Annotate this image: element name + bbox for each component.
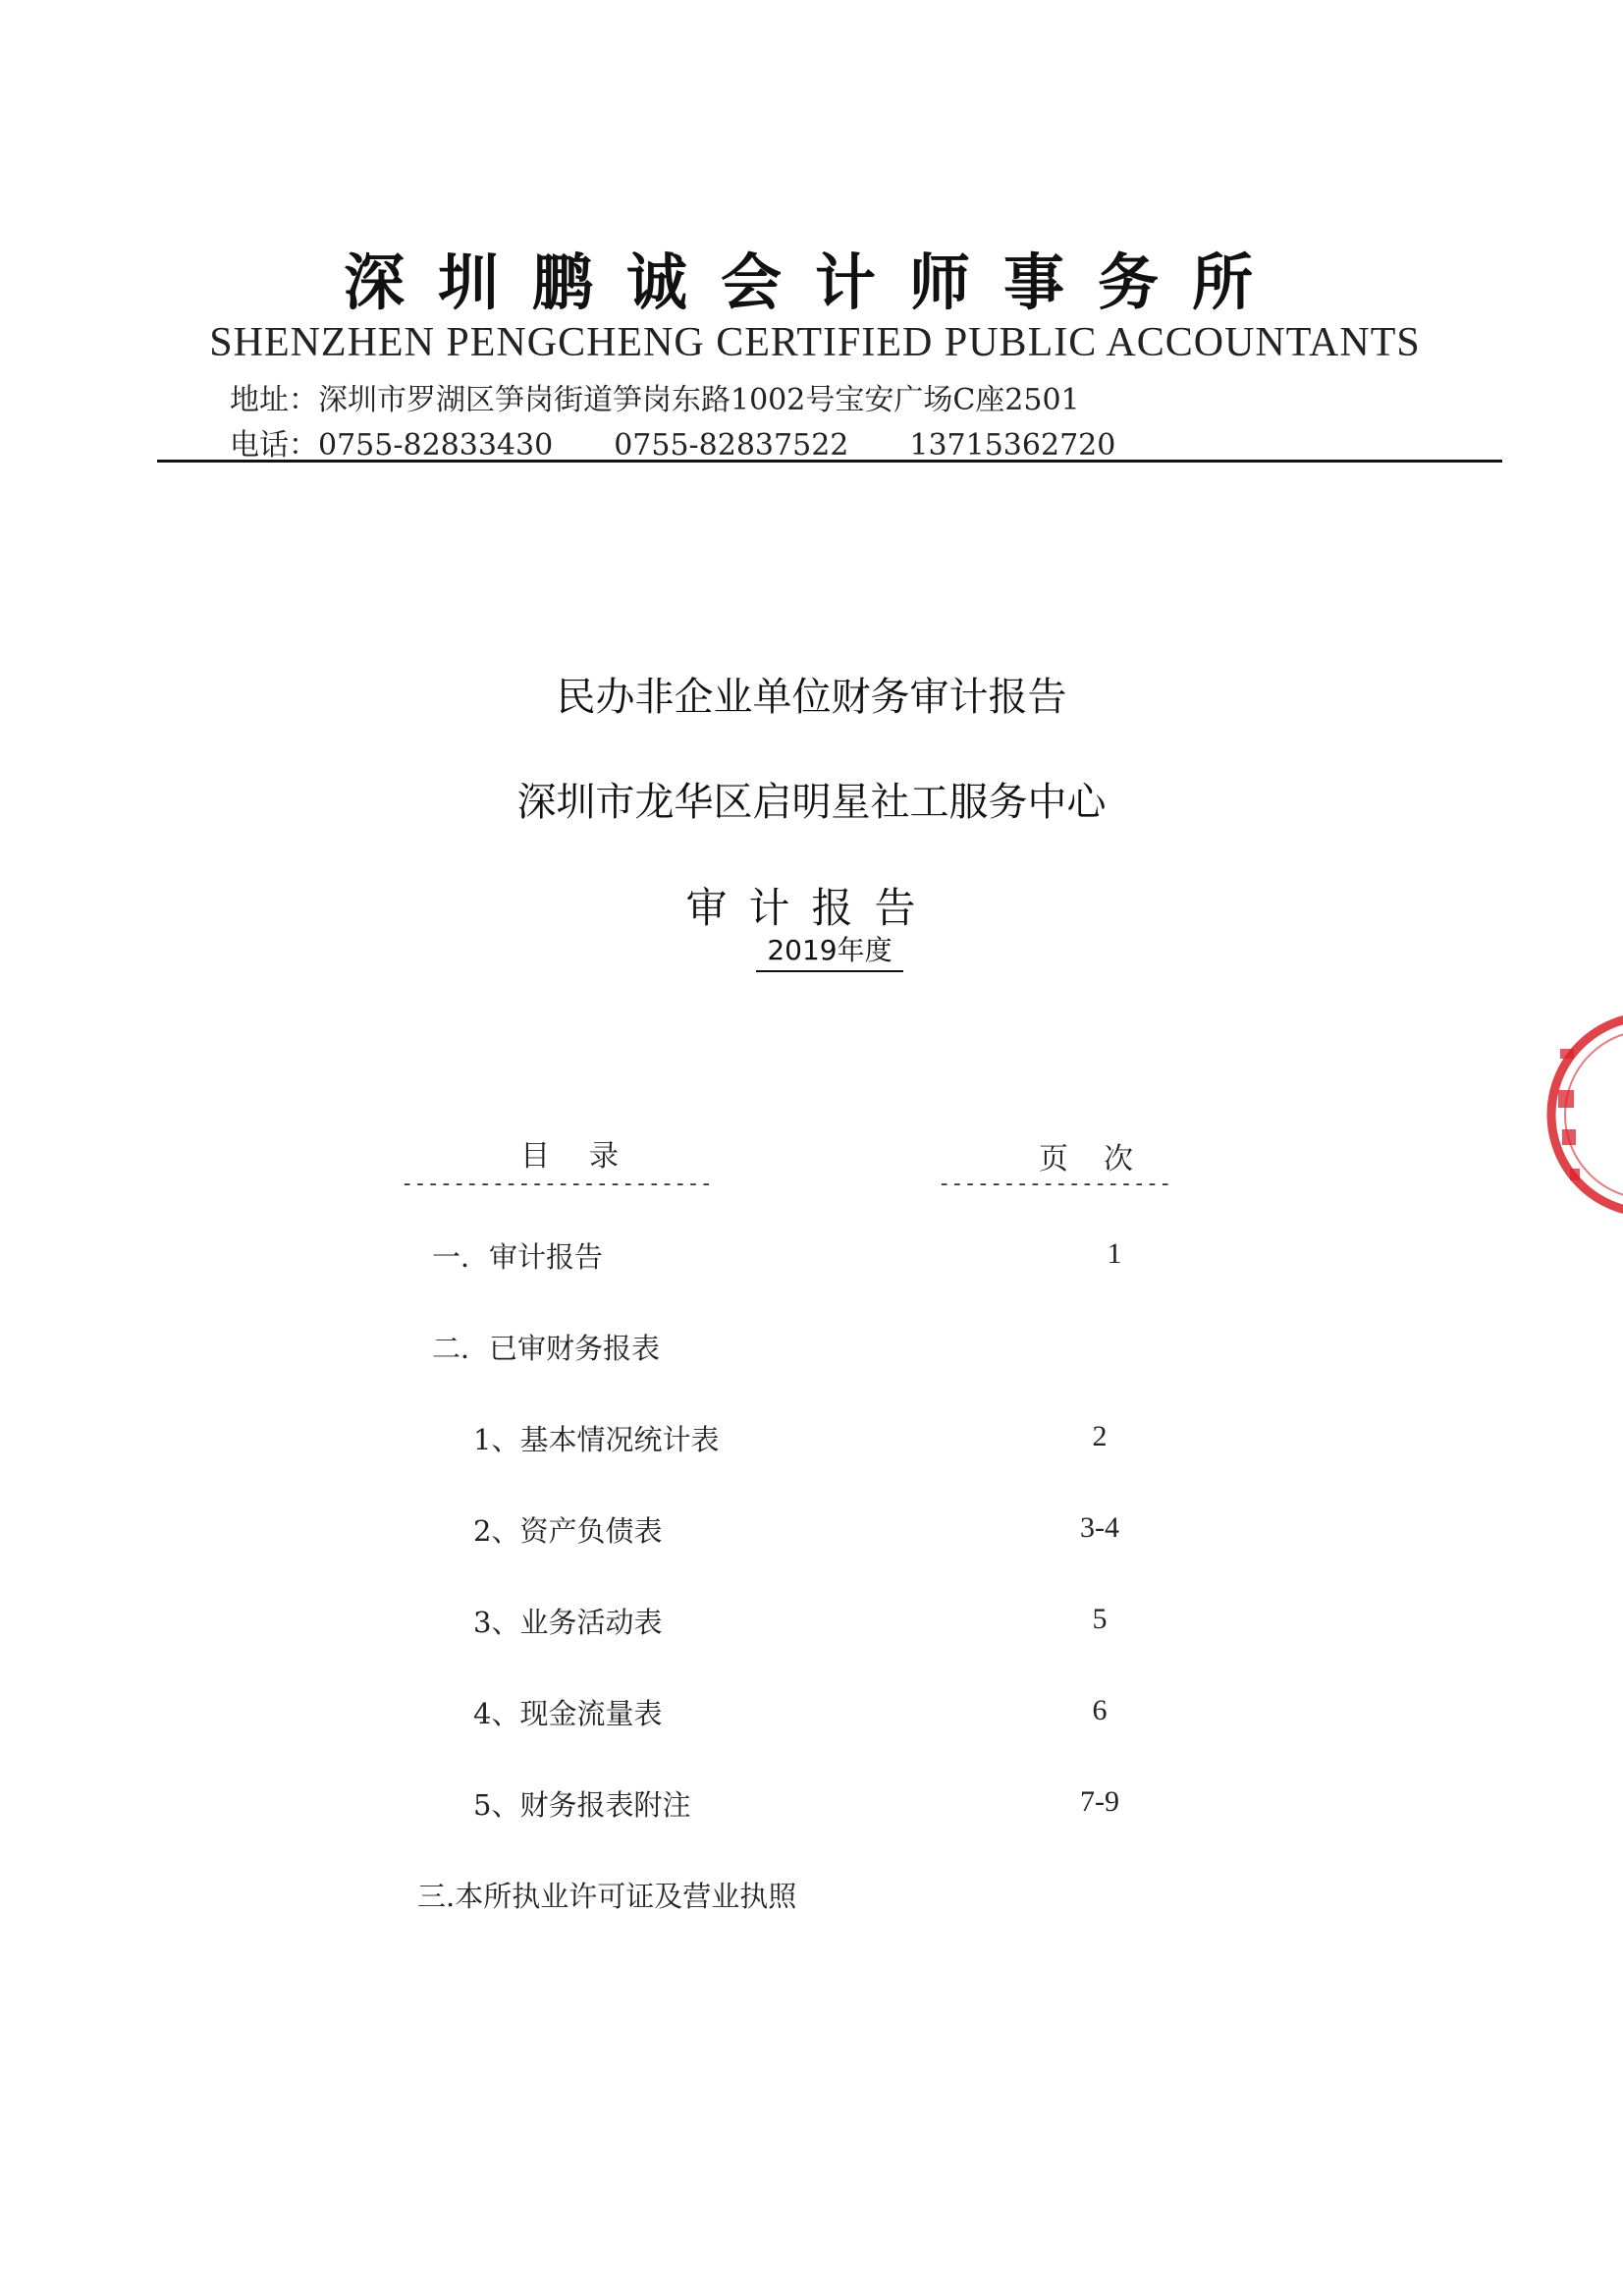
firm-address: 地址：深圳市罗湖区笋岗街道笋岗东路1002号宝安广场C座2501 — [230, 383, 1080, 417]
firm-name-chinese: 深圳鹏诚会计师事务所 — [343, 246, 1286, 318]
toc-page-number: 2 — [1092, 1420, 1108, 1452]
toc-page-number: 3-4 — [1080, 1511, 1119, 1544]
firm-phones — [230, 420, 1176, 464]
toc-item-balance-sheet: 2、资产负债表 — [473, 1514, 663, 1548]
phone-number: 0755-82833430 — [318, 428, 554, 463]
phone-label: 电话： — [230, 428, 318, 463]
toc-header-contents: 目录 — [520, 1139, 658, 1174]
entity-name-title: 深圳市龙华区启明星社工服务中心 — [516, 780, 1107, 825]
phone-number: 0755-82837522 — [614, 428, 849, 463]
toc-item-notes: 5、财务报表附注 — [473, 1788, 691, 1822]
toc-page-number: 7-9 — [1080, 1785, 1119, 1818]
toc-item-activity-statement: 3、业务活动表 — [473, 1606, 663, 1639]
toc-item-cash-flow: 4、现金流量表 — [473, 1697, 663, 1730]
report-type-title: 民办非企业单位财务审计报告 — [556, 675, 1067, 720]
toc-header-page: 页次 — [1039, 1142, 1168, 1176]
toc-dash-line: ------------------ — [938, 1172, 1172, 1196]
phone-number: 13715362720 — [909, 428, 1116, 463]
toc-page-number: 6 — [1092, 1694, 1108, 1726]
toc-item-basic-statistics: 1、基本情况统计表 — [473, 1423, 720, 1456]
toc-page-number: 1 — [1107, 1237, 1122, 1270]
toc-item-licenses: 三.本所执业许可证及营业执照 — [417, 1880, 797, 1913]
report-year: 2019年度 — [756, 929, 903, 972]
toc-item-audit-report: 一．审计报告 — [432, 1240, 604, 1274]
toc-dash-line: ------------------------ — [401, 1172, 713, 1196]
audit-report-title: 审计报告 — [685, 884, 938, 932]
letterhead-divider — [157, 460, 1502, 463]
toc-page-number: 5 — [1092, 1603, 1108, 1635]
toc-item-financial-statements: 二．已审财务报表 — [432, 1332, 661, 1365]
firm-name-english: SHENZHEN PENGCHENG CERTIFIED PUBLIC ACCOUNTANTS — [209, 320, 1421, 365]
red-official-seal-icon — [1537, 992, 1623, 1237]
